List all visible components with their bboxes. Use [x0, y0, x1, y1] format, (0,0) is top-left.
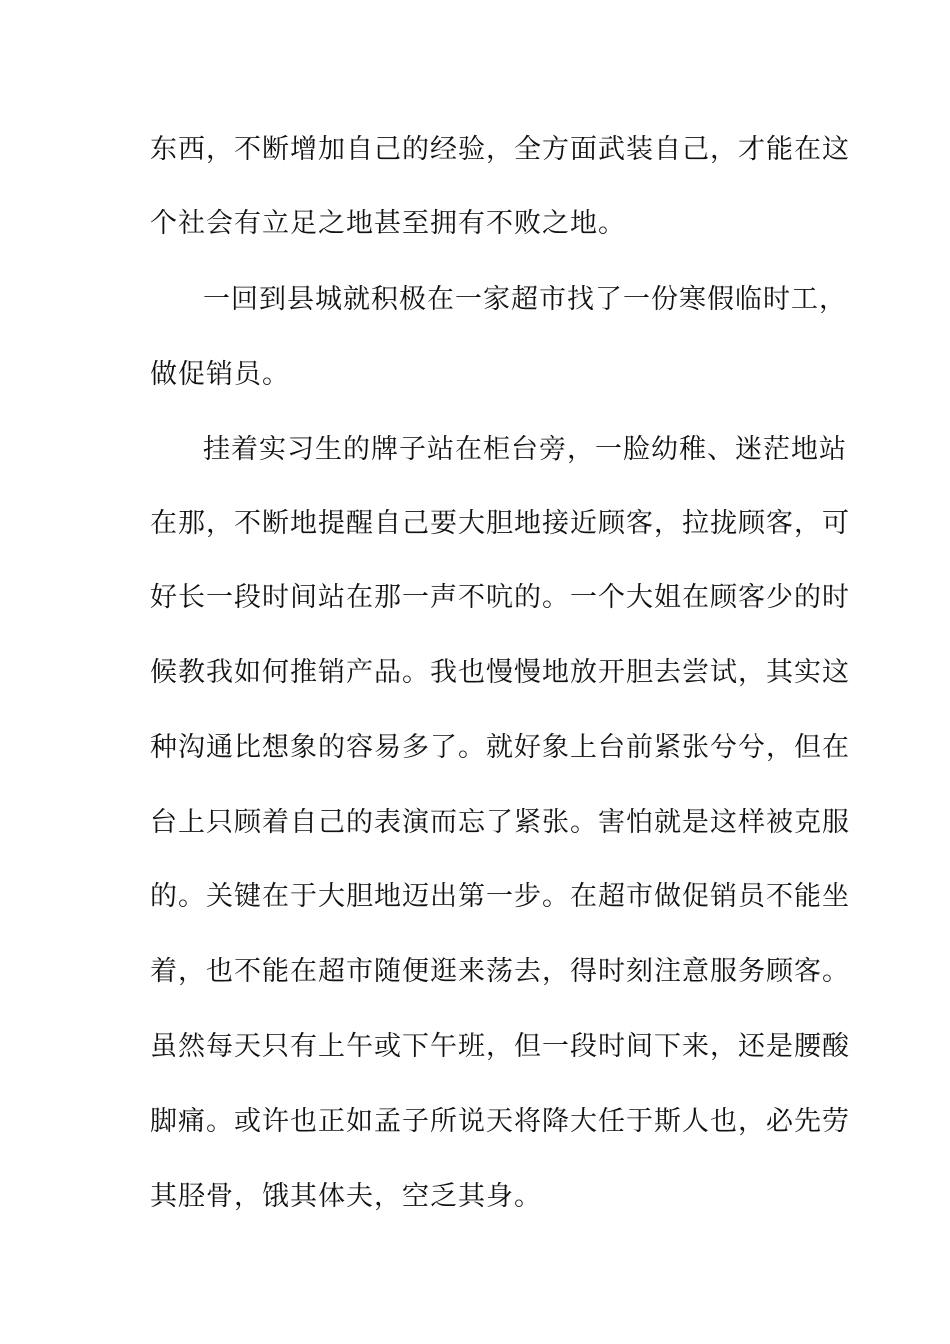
text-line: 着，也不能在超市随便逛来荡去，得时刻注意服务顾客。	[150, 956, 850, 987]
text-line: 好长一段时间站在那一声不吭的。一个大姐在顾客少的时	[150, 582, 850, 613]
text-line: 脚痛。或许也正如孟子所说天将降大任于斯人也，必先劳	[150, 1106, 850, 1137]
text-line: 东西，不断增加自己的经验，全方面武装自己，才能在这	[150, 134, 850, 165]
text-line: 一回到县城就积极在一家超市找了一份寒假临时工，	[203, 284, 847, 315]
text-line: 台上只顾着自己的表演而忘了紧张。害怕就是这样被克服	[150, 807, 850, 838]
text-line: 的。关键在于大胆地迈出第一步。在超市做促销员不能坐	[150, 881, 850, 912]
text-line: 种沟通比想象的容易多了。就好象上台前紧张兮兮，但在	[150, 732, 850, 763]
text-line: 个社会有立足之地甚至拥有不败之地。	[150, 208, 626, 239]
text-line: 挂着实习生的牌子站在柜台旁，一脸幼稚、迷茫地站	[203, 434, 847, 465]
text-line: 候教我如何推销产品。我也慢慢地放开胆去尝试，其实这	[150, 657, 850, 688]
text-line: 做促销员。	[150, 359, 290, 390]
text-line: 其胫骨，饿其体夫，空乏其身。	[150, 1181, 542, 1212]
text-line: 在那，不断地提醒自己要大胆地接近顾客，拉拢顾客，可	[150, 508, 850, 539]
text-line: 虽然每天只有上午或下午班，但一段时间下来，还是腰酸	[150, 1031, 850, 1062]
